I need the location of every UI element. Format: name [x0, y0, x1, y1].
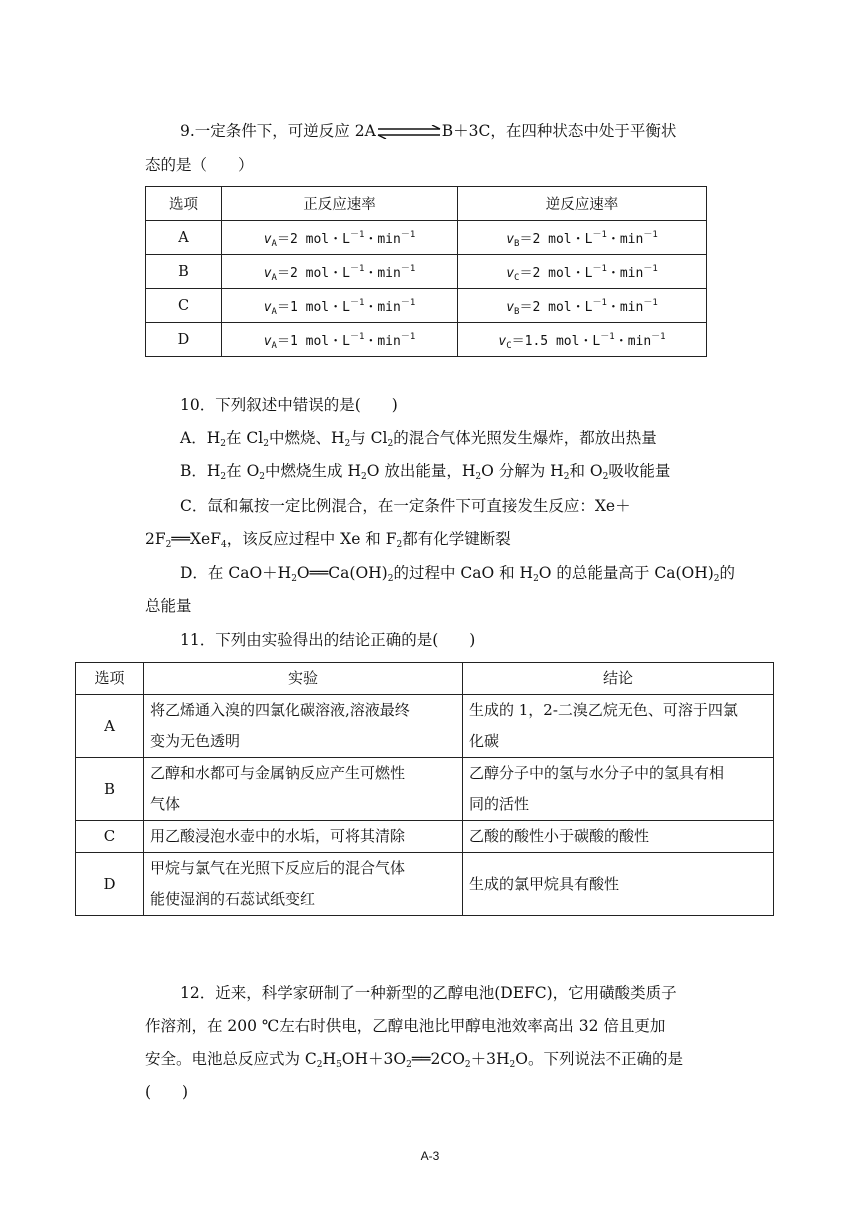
- q10-stem: 10．下列叙述中错误的是( ): [180, 396, 398, 414]
- q10-option-c-line1: C．氙和氟按一定比例混合，在一定条件下可直接发生反应：Xe＋: [180, 497, 631, 515]
- q9-reverse-rate-cell: $v_B=2$ mol・$L^{-1}$・$\min^{-1}$: [458, 221, 707, 255]
- q9-forward-rate-cell: $v_A=2$ mol・$L^{-1}$・$\min^{-1}$: [222, 221, 458, 255]
- q9-line2: 态的是（ ）: [145, 156, 254, 174]
- q9-forward-rate-cell: $v_A=1$ mol・$L^{-1}$・$\min^{-1}$: [222, 289, 458, 323]
- q11-conclusion-cell: 生成的氯甲烷具有酸性: [463, 853, 774, 916]
- q9-table-header: [146, 187, 707, 221]
- q11-experiment-cell: 用乙酸浸泡水壶中的水垢，可将其清除: [144, 821, 463, 853]
- q11-experiment-cell: 乙醇和水都可与金属钠反应产生可燃性 气体: [144, 758, 463, 821]
- q11-experiment-cell: 将乙烯通入溴的四氯化碳溶液,溶液最终 变为无色透明: [144, 695, 463, 758]
- q9-table-row: [146, 255, 707, 289]
- q9-header-option: 选项: [146, 187, 222, 221]
- q11-option-cell: D: [76, 853, 144, 916]
- q9-reverse-rate-cell: $v_C=2$ mol・$L^{-1}$・$\min^{-1}$: [458, 255, 707, 289]
- q11-table-row: [76, 853, 774, 916]
- q10-option-c-line2: $2F_2══XeF_4$，该反应过程中 Xe 和 $F_2$都有化学键断裂: [145, 530, 511, 550]
- reversible-arrow-icon: [376, 125, 442, 139]
- q9-header-reverse-rate: 逆反应速率: [458, 187, 707, 221]
- q10-option-a: A．$H_2$在 $Cl_2$中燃烧、$H_2$与 $Cl_2$的混合气体光照发生爆炸，都放出热量: [180, 429, 657, 449]
- q11-header-option: 选项: [76, 663, 144, 695]
- q9-option-cell: D: [146, 323, 222, 357]
- q12-line4: ( ): [145, 1083, 189, 1101]
- q9-table-row: [146, 323, 707, 357]
- q9-forward-rate-cell: $v_A=2$ mol・$L^{-1}$・$\min^{-1}$: [222, 255, 458, 289]
- q9-line1-b: B＋3C，在四种状态中处于平衡状: [441, 122, 677, 140]
- q11-option-cell: C: [76, 821, 144, 853]
- q11-table-row: [76, 758, 774, 821]
- q9-table: [145, 186, 707, 357]
- q9-table-row: [146, 221, 707, 255]
- q11-stem: 11．下列由实验得出的结论正确的是( ): [180, 631, 476, 649]
- q9-header-forward-rate: 正反应速率: [222, 187, 458, 221]
- q9-table-row: [146, 289, 707, 323]
- q12-line1: 12．近来，科学家研制了一种新型的乙醇电池(DEFC)，它用磺酸类质子: [180, 984, 677, 1002]
- q11-header-conclusion: 结论: [463, 663, 774, 695]
- q11-option-cell: A: [76, 695, 144, 758]
- q9-line1-a: 9.一定条件下，可逆反应 2A: [180, 122, 376, 140]
- q11-option-cell: B: [76, 758, 144, 821]
- q9-reverse-rate-cell: $v_C=1.5$ mol・$L^{-1}$・$\min^{-1}$: [458, 323, 707, 357]
- q9-option-cell: C: [146, 289, 222, 323]
- q9-line1: [180, 121, 676, 141]
- page-number: A-3: [420, 1149, 440, 1163]
- q11-conclusion-cell: 乙醇分子中的氢与水分子中的氢具有相 同的活性: [463, 758, 774, 821]
- q10-option-d-line2: 总能量: [145, 597, 192, 615]
- q9-option-cell: A: [146, 221, 222, 255]
- q11-header-experiment: 实验: [144, 663, 463, 695]
- q11-experiment-cell: 甲烷与氯气在光照下反应后的混合气体 能使湿润的石蕊试纸变红: [144, 853, 463, 916]
- q11-table-row: [76, 821, 774, 853]
- q11-conclusion-cell: 生成的 1，2-二溴乙烷无色、可溶于四氯 化碳: [463, 695, 774, 758]
- q9-forward-rate-cell: $v_A=1$ mol・$L^{-1}$・$\min^{-1}$: [222, 323, 458, 357]
- q11-table-header: [76, 663, 774, 695]
- q12-line3: 安全。电池总反应式为 $C_2H_5OH+3O_2══2CO_2+3H_2O$。下列说法不正确的是: [145, 1050, 683, 1070]
- q9-reverse-rate-cell: $v_B=2$ mol・$L^{-1}$・$\min^{-1}$: [458, 289, 707, 323]
- q9-option-cell: B: [146, 255, 222, 289]
- q11-table-row: [76, 695, 774, 758]
- q11-conclusion-cell: 乙酸的酸性小于碳酸的酸性: [463, 821, 774, 853]
- q10-option-b: B．$H_2$在 $O_2$中燃烧生成 $H_2O$ 放出能量，$H_2O$ 分解为 $H_2$和 $O_2$吸收能量: [180, 462, 671, 482]
- q12-line2: 作溶剂，在 200 ℃左右时供电，乙醇电池比甲醇电池效率高出 32 倍且更加: [145, 1017, 666, 1035]
- q11-table: [75, 662, 774, 916]
- q10-option-d-line1: D．在 $CaO+H_2O══Ca(OH)_2$的过程中 CaO 和 $H_2O$ 的总能量高于 $Ca(OH)_2$的: [180, 564, 736, 584]
